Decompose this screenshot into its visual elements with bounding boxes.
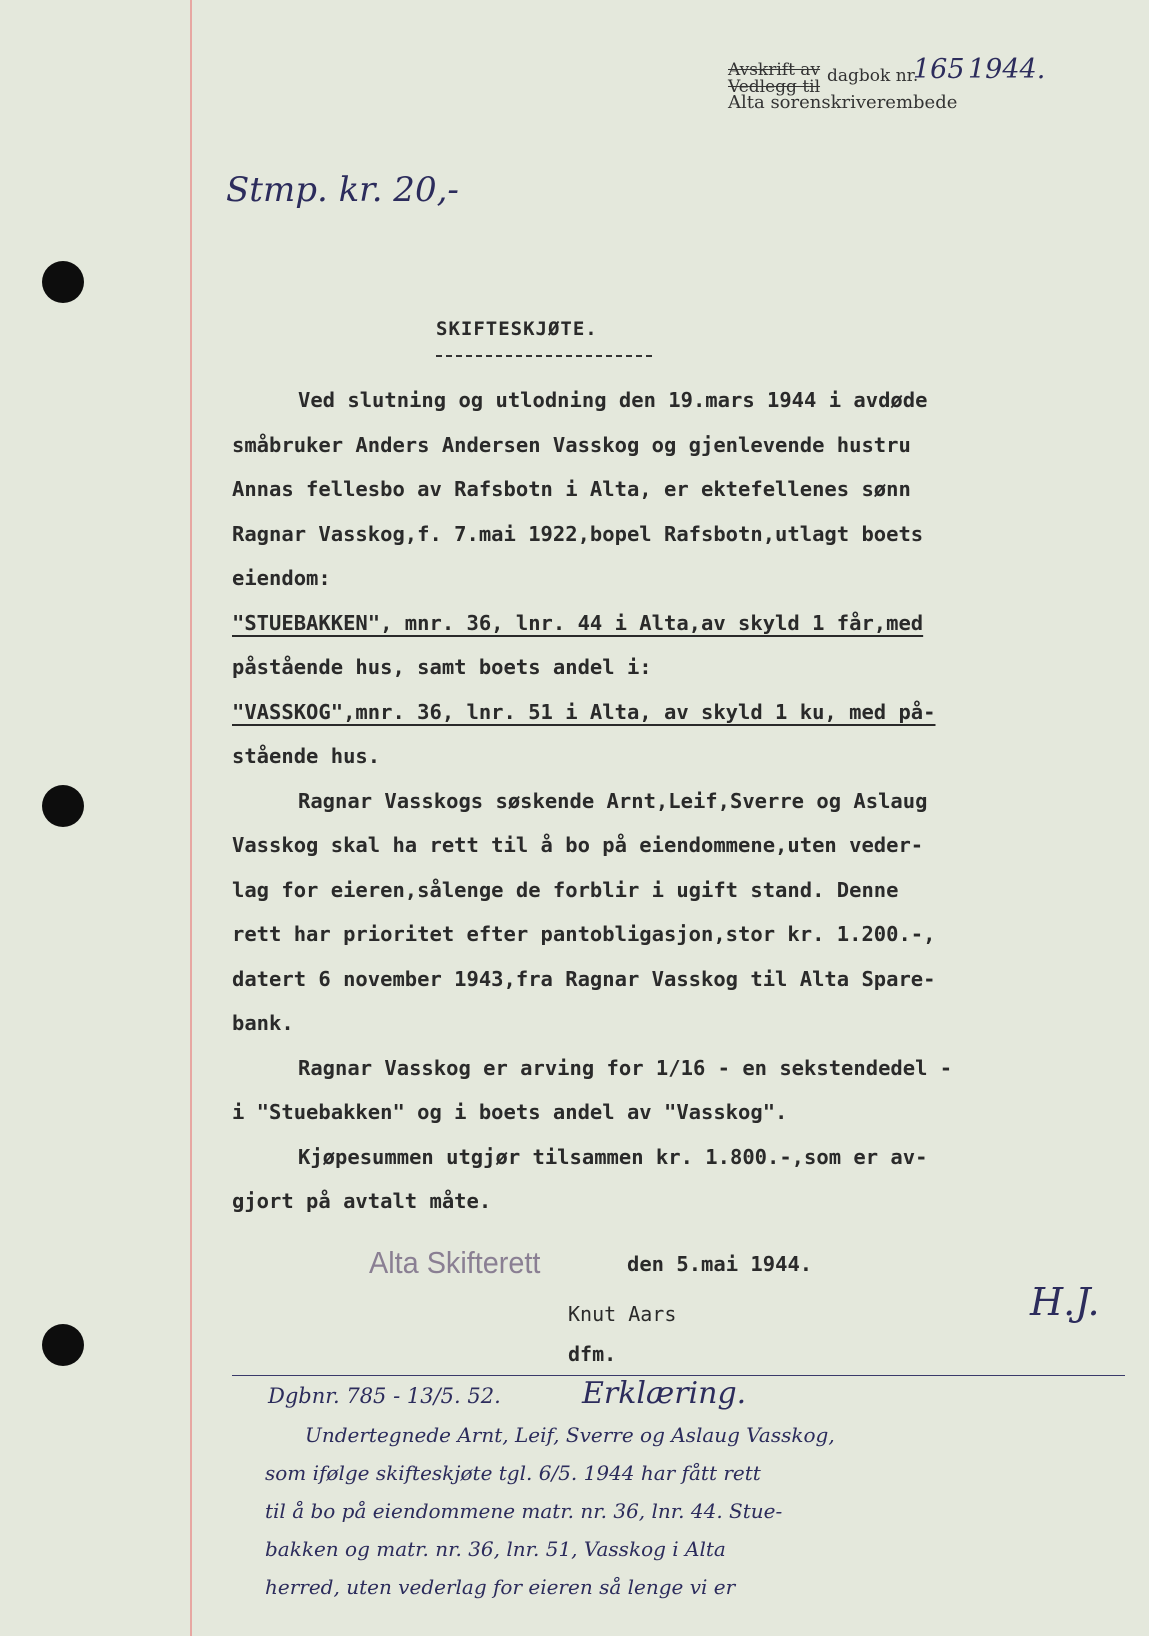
body-line: Ragnar Vasskogs søskende Arnt,Leif,Sverre og Aslaug (298, 788, 928, 813)
body-line: småbruker Anders Andersen Vasskog og gjenlevende hustru (232, 432, 911, 457)
document-date: den 5.mai 1944. (627, 1252, 813, 1276)
punch-hole-middle (42, 785, 84, 827)
body-line: Annas fellesbo av Rafsbotn i Alta, er ektefellenes sønn (232, 477, 911, 501)
body-line: rett har prioritet efter pantobligasjon,stor kr. 1.200.-, (232, 922, 936, 946)
signer-title: dfm. (568, 1342, 617, 1366)
title-underline (436, 355, 652, 357)
header-journal-number: 165 (913, 54, 965, 85)
annotation-line: bakken og matr. nr. 36, lnr. 51, Vasskog i Alta (265, 1537, 726, 1561)
punch-hole-top (42, 261, 84, 303)
header-attachment: Vedlegg til (728, 77, 821, 97)
annotation-line: herred, uten vederlag for eieren så lenge vi er (265, 1575, 736, 1599)
body-line: Ved slutning og utlodning den 19.mars 1944 i avdøde (298, 388, 928, 412)
signer-name: Knut Aars (568, 1302, 677, 1326)
annotation-line: Undertegnede Arnt, Leif, Sverre og Aslaug Vasskog, (305, 1423, 835, 1447)
body-line: datert 6 november 1943,fra Ragnar Vasskog til Alta Spare- (232, 966, 936, 991)
body-line-property-vasskog: "VASSKOG",mnr. 36, lnr. 51 i Alta, av skyld 1 ku, med på- (232, 699, 936, 724)
body-line: eiendom: (232, 566, 331, 590)
annotation-line: som ifølge skifteskjøte tgl. 6/5. 1944 har fått rett (265, 1461, 761, 1485)
body-line: i "Stuebakken" og i boets andel av "Vasskog". (232, 1100, 788, 1124)
body-line: påstående hus, samt boets andel i: (232, 655, 652, 679)
header-copy-of: Avskrift av (728, 60, 821, 80)
header-year: 1944. (968, 54, 1046, 85)
body-line: bank. (232, 1011, 294, 1035)
body-line: gjort på avtalt måte. (232, 1189, 492, 1213)
document-title: SKIFTESKJØTE. (436, 318, 598, 340)
body-line: lag for eieren,sålenge de forblir i ugift stand. Denne (232, 877, 899, 902)
document-body (232, 378, 1032, 1224)
body-line: Vasskog skal ha rett til å bo på eiendommene,uten veder- (232, 833, 924, 857)
court-stamp: Alta Skifterett (369, 1245, 541, 1280)
body-line: Ragnar Vasskog,f. 7.mai 1922,bopel Rafsbotn,utlagt boets (232, 521, 924, 546)
annotation-body (265, 1416, 1135, 1606)
stamp-duty-handwritten: Stmp. kr. 20,- (226, 170, 459, 210)
annotation-reference: Dgbnr. 785 - 13/5. 52. (268, 1384, 501, 1408)
annotation-heading: Erklæring. (582, 1376, 747, 1411)
annotation-line: til å bo på eiendommene matr. nr. 36, lnr. 44. Stue- (265, 1499, 783, 1523)
body-line: Ragnar Vasskog er arving for 1/16 - en sekstendedel - (298, 1055, 953, 1080)
header-office: Alta sorenskriverembede (728, 92, 958, 113)
margin-line (190, 0, 192, 1636)
body-line-property-stuebakken: "STUEBAKKEN", mnr. 36, lnr. 44 i Alta,av skyld 1 får,med (232, 610, 924, 635)
header-journal-label: dagbok nr. (827, 66, 919, 86)
punch-hole-bottom (42, 1324, 84, 1366)
body-line: stående hus. (232, 744, 381, 768)
handwritten-initials: H.J. (1030, 1280, 1100, 1324)
body-line: Kjøpesummen utgjør tilsammen kr. 1.800.-,som er av- (298, 1144, 928, 1169)
